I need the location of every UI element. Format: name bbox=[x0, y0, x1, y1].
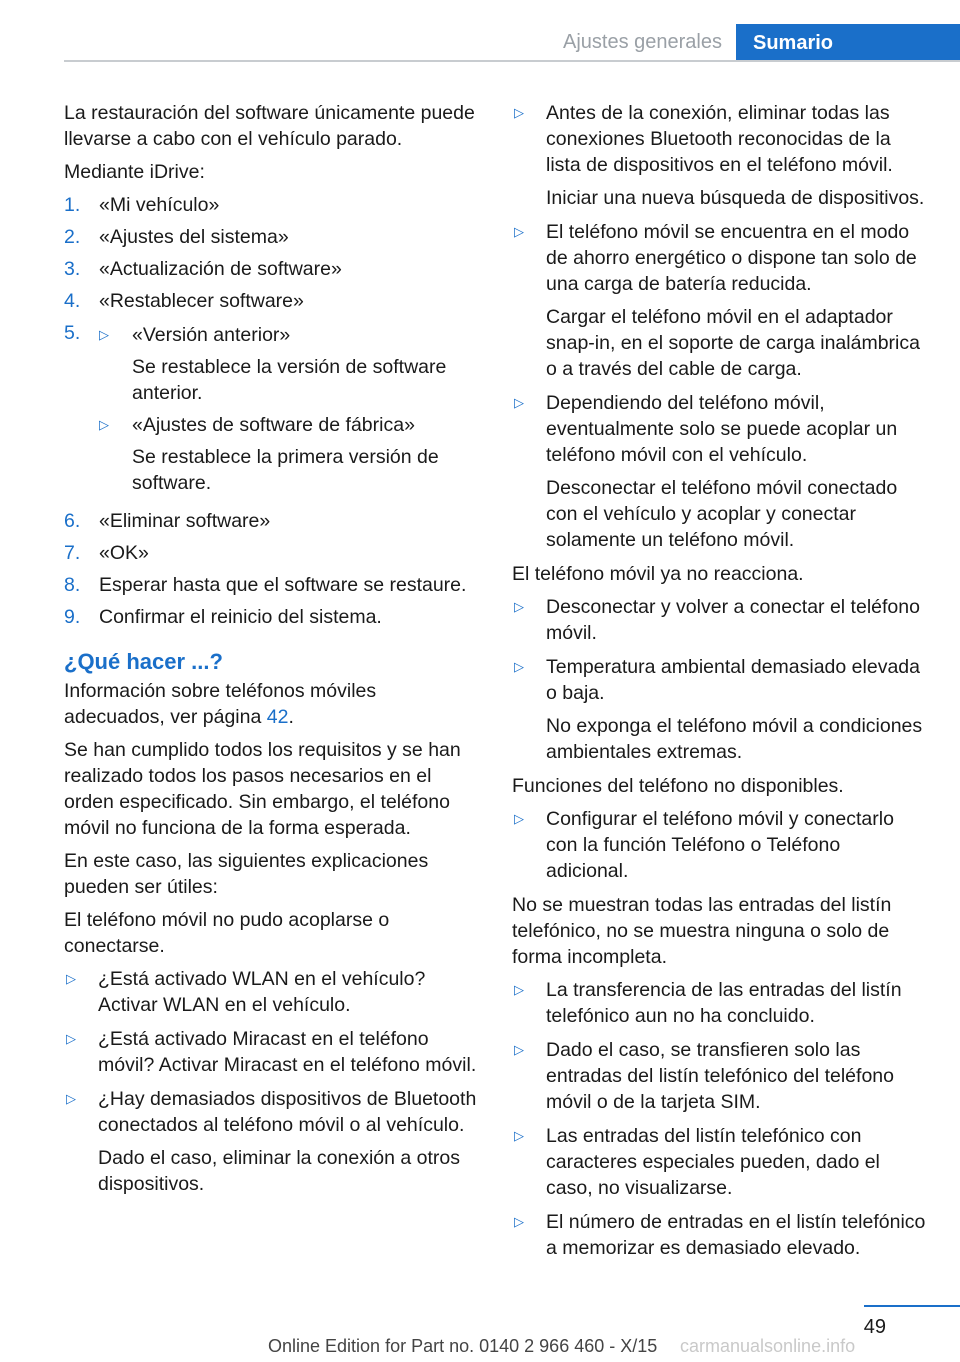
triangle-bullet-icon: ▷ bbox=[66, 1031, 76, 1046]
triangle-bullet-icon: ▷ bbox=[514, 982, 524, 997]
edition-note: Online Edition for Part no. 0140 2 966 460 - X/15 bbox=[268, 1336, 658, 1356]
step-number: 8. bbox=[64, 574, 81, 596]
list-item bbox=[512, 1209, 927, 1261]
footer-divider bbox=[864, 1305, 960, 1307]
bullet-text: Dado el caso, se transfieren solo las entradas del listín telefónico del teléfono móvil o de la tarjeta SIM. bbox=[546, 1039, 894, 1113]
list-item bbox=[512, 977, 927, 1029]
bullet-text: Desconectar y volver a conectar el teléfono móvil. bbox=[546, 596, 920, 644]
option-desc: Se restablece la versión de software anterior. bbox=[132, 356, 447, 404]
step-text: Confirmar el reinicio del sistema. bbox=[99, 606, 382, 628]
list-item bbox=[512, 1037, 927, 1115]
triangle-bullet-icon: ▷ bbox=[514, 395, 524, 410]
list-item bbox=[64, 1086, 479, 1197]
list-item bbox=[64, 540, 479, 566]
list-item bbox=[64, 288, 479, 314]
list-item bbox=[99, 322, 479, 406]
triangle-bullet-icon: ▷ bbox=[66, 971, 76, 986]
triangle-bullet-icon: ▷ bbox=[514, 224, 524, 239]
list-item bbox=[512, 390, 927, 553]
step-number: 2. bbox=[64, 226, 81, 248]
bullet-subtext: Desconectar el teléfono móvil conectado con el vehículo y acoplar y conectar solamente un teléfono móvil. bbox=[546, 477, 898, 551]
step-number: 9. bbox=[64, 606, 81, 628]
left-bullets bbox=[64, 966, 479, 1197]
triangle-bullet-icon: ▷ bbox=[514, 1128, 524, 1143]
left-column bbox=[64, 100, 479, 1205]
compat-text: Información sobre teléfonos móviles adecuados, ver página bbox=[64, 680, 377, 728]
triangle-bullet-icon: ▷ bbox=[514, 599, 524, 614]
bullet-text: La transferencia de las entradas del listín telefónico aun no ha concluido. bbox=[546, 979, 902, 1027]
steps-list bbox=[64, 192, 479, 630]
bullet-subtext: Iniciar una nueva búsqueda de dispositivos. bbox=[546, 187, 925, 209]
step-text: «Restablecer software» bbox=[99, 290, 304, 312]
page-number: 49 bbox=[863, 1316, 886, 1338]
problem-heading: El teléfono móvil no pudo acoplarse o conectarse. bbox=[64, 909, 390, 957]
option-label: «Versión anterior» bbox=[132, 324, 291, 346]
list-item bbox=[64, 966, 479, 1018]
triangle-bullet-icon: ▷ bbox=[99, 327, 109, 342]
right-bullets-4 bbox=[512, 977, 927, 1261]
page-header bbox=[0, 0, 960, 62]
bullet-text: ¿Hay demasiados dispositivos de Bluetooth conectados al teléfono móvil o al vehículo. bbox=[98, 1088, 477, 1136]
right-column bbox=[512, 100, 927, 1269]
step-number: 5. bbox=[64, 322, 81, 344]
triangle-bullet-icon: ▷ bbox=[514, 659, 524, 674]
bullet-text: El número de entradas en el listín telefónico a memorizar es demasiado elevado. bbox=[546, 1211, 926, 1259]
functions-heading: Funciones del teléfono no disponibles. bbox=[512, 775, 844, 797]
bullet-text: Configurar el teléfono móvil y conectarlo con la función Teléfono o Teléfono adicional. bbox=[546, 808, 894, 882]
list-item bbox=[64, 1026, 479, 1078]
intro-paragraph: La restauración del software únicamente puede llevarse a cabo con el vehículo parado. bbox=[64, 102, 475, 150]
header-tab-sumario[interactable]: Sumario bbox=[736, 24, 960, 62]
triangle-bullet-icon: ▷ bbox=[99, 417, 109, 432]
bullet-text: Las entradas del listín telefónico con caracteres especiales pueden, dado el caso, no visualizarse. bbox=[546, 1125, 880, 1199]
right-bullets-1 bbox=[512, 100, 927, 553]
phonebook-heading: No se muestran todas las entradas del listín telefónico, no se muestra ninguna o solo de forma incompleta. bbox=[512, 894, 892, 968]
list-item bbox=[64, 256, 479, 282]
list-item bbox=[64, 320, 479, 502]
option-desc: Se restablece la primera versión de software. bbox=[132, 446, 439, 494]
page-link[interactable]: 42 bbox=[266, 706, 289, 728]
bullet-subtext: No exponga el teléfono móvil a condiciones ambientales extremas. bbox=[546, 715, 923, 763]
triangle-bullet-icon: ▷ bbox=[514, 1042, 524, 1057]
option-label: «Ajustes de software de fábrica» bbox=[132, 414, 415, 436]
list-item bbox=[64, 508, 479, 534]
bullet-subtext: Dado el caso, eliminar la conexión a otros dispositivos. bbox=[98, 1147, 461, 1195]
list-item bbox=[512, 654, 927, 765]
triangle-bullet-icon: ▷ bbox=[514, 1214, 524, 1229]
step-text: «Ajustes del sistema» bbox=[99, 226, 289, 248]
bullet-text: Temperatura ambiental demasiado elevada o baja. bbox=[546, 656, 920, 704]
right-bullets-2 bbox=[512, 594, 927, 765]
step-number: 6. bbox=[64, 510, 81, 532]
step-number: 4. bbox=[64, 290, 81, 312]
header-divider bbox=[64, 60, 960, 62]
idrive-label: Mediante iDrive: bbox=[64, 161, 205, 183]
list-item bbox=[64, 224, 479, 250]
step-text: «Mi vehículo» bbox=[99, 194, 220, 216]
list-item bbox=[512, 100, 927, 211]
section-heading: ¿Qué hacer ...? bbox=[64, 649, 223, 674]
list-item bbox=[64, 604, 479, 630]
bullet-text: Antes de la conexión, eliminar todas las conexiones Bluetooth reconocidas de la lista de dispositivos en el teléfono móvil. bbox=[546, 102, 893, 176]
step-text: Esperar hasta que el software se restaure. bbox=[99, 574, 467, 596]
triangle-bullet-icon: ▷ bbox=[66, 1091, 76, 1106]
no-response-heading: El teléfono móvil ya no reacciona. bbox=[512, 563, 804, 585]
explanations-paragraph: En este caso, las siguientes explicaciones pueden ser útiles: bbox=[64, 850, 429, 898]
list-item bbox=[512, 806, 927, 884]
step-text: «Eliminar software» bbox=[99, 510, 271, 532]
bullet-text: ¿Está activado Miracast en el teléfono móvil? Activar Miracast en el teléfono móvil. bbox=[98, 1028, 477, 1076]
header-section-title: Ajustes generales bbox=[563, 31, 722, 53]
compat-paragraph bbox=[64, 678, 479, 730]
list-item bbox=[64, 572, 479, 598]
list-item bbox=[64, 192, 479, 218]
step-number: 7. bbox=[64, 542, 81, 564]
step-number: 1. bbox=[64, 194, 81, 216]
list-item bbox=[99, 412, 479, 496]
list-item bbox=[512, 594, 927, 646]
triangle-bullet-icon: ▷ bbox=[514, 811, 524, 826]
step5-options bbox=[99, 322, 479, 496]
bullet-text: El teléfono móvil se encuentra en el modo de ahorro energético o dispone tan solo de una carga de batería reducida. bbox=[546, 221, 917, 295]
watermark: carmanualsonline.info bbox=[680, 1336, 856, 1356]
triangle-bullet-icon: ▷ bbox=[514, 105, 524, 120]
step-text: «OK» bbox=[99, 542, 149, 564]
bullet-subtext: Cargar el teléfono móvil en el adaptador snap-in, en el soporte de carga inalámbrica o a través del cable de carga. bbox=[546, 306, 920, 380]
compat-suffix: . bbox=[288, 706, 294, 728]
right-bullets-3 bbox=[512, 806, 927, 884]
requirements-paragraph: Se han cumplido todos los requisitos y se han realizado todos los pasos necesarios en el orden especificado. Sin embargo, el teléfono móvil no funciona de la forma esperada. bbox=[64, 739, 461, 839]
bullet-text: ¿Está activado WLAN en el vehículo? Activar WLAN en el vehículo. bbox=[98, 968, 426, 1016]
step-number: 3. bbox=[64, 258, 81, 280]
step-text: «Actualización de software» bbox=[99, 258, 342, 280]
list-item bbox=[512, 219, 927, 382]
bullet-text: Dependiendo del teléfono móvil, eventualmente solo se puede acoplar un teléfono móvil con el vehículo. bbox=[546, 392, 898, 466]
list-item bbox=[512, 1123, 927, 1201]
